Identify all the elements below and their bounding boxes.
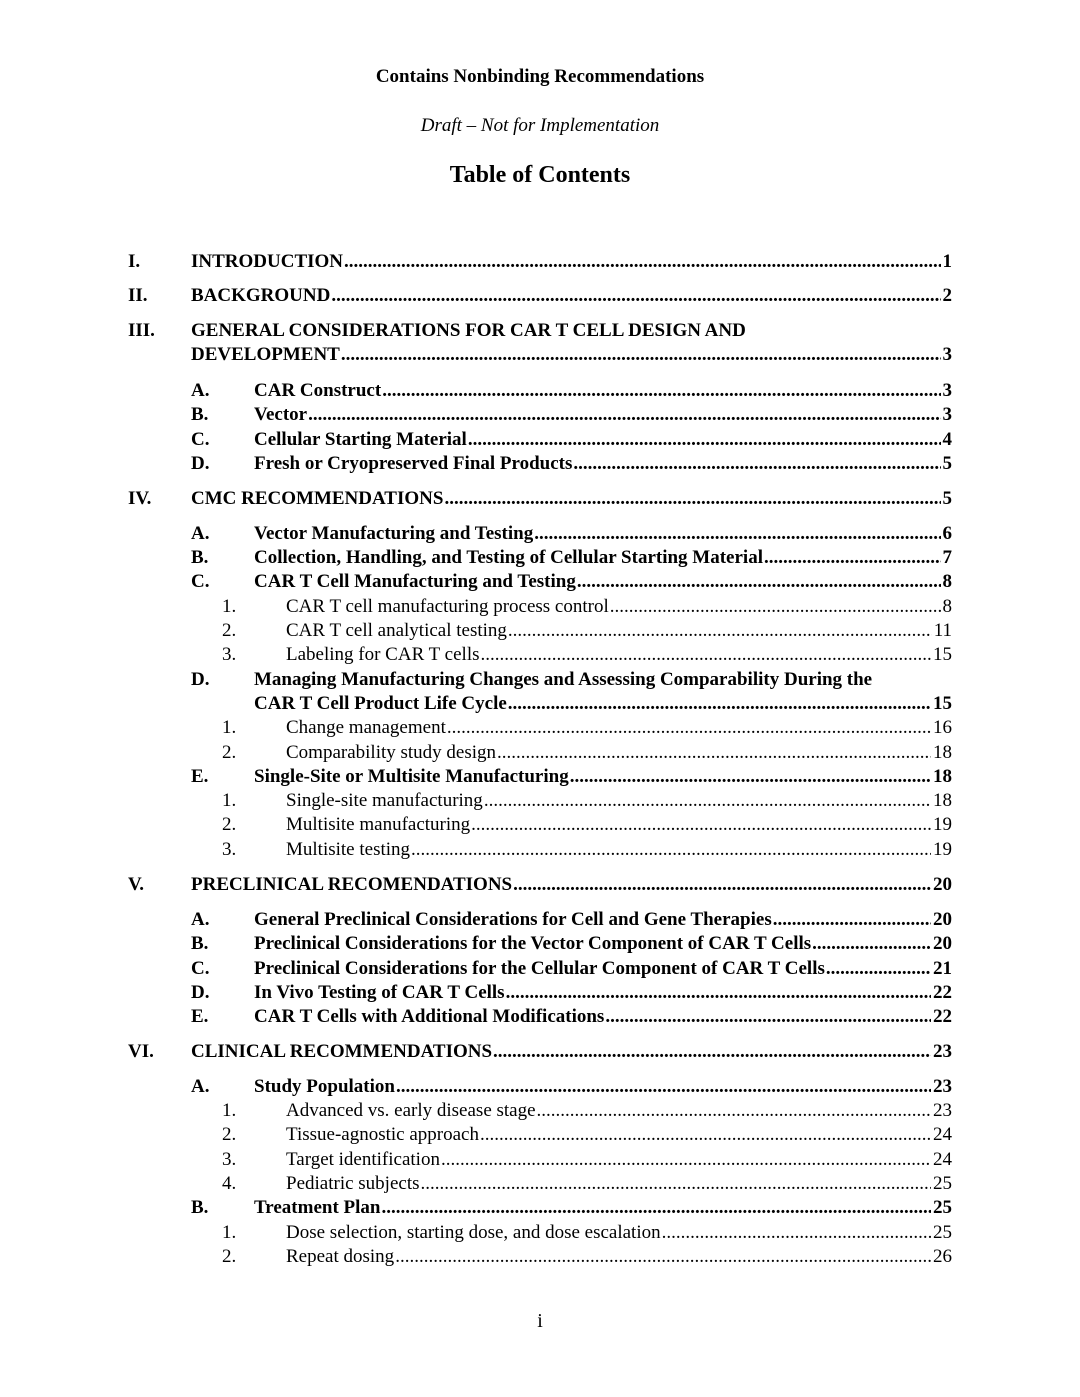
toc-entry-title: CLINICAL RECOMMENDATIONS (191, 1041, 493, 1062)
toc-entry[interactable] (191, 379, 952, 403)
toc-entry-number: A. (191, 909, 210, 930)
toc-entry-title: BACKGROUND (191, 285, 331, 306)
toc-dot-leader (480, 1123, 931, 1147)
toc-entry-title: Treatment Plan (254, 1197, 381, 1218)
page-title: Table of Contents (449, 162, 631, 188)
toc-entry-page: 8 (942, 571, 952, 592)
toc-entry-title: CAR T Cell Manufacturing and Testing (254, 571, 576, 592)
toc-entry-title: Multisite testing (286, 839, 411, 860)
toc-entry-page: 18 (933, 742, 952, 763)
toc-entry[interactable] (191, 981, 952, 1005)
toc-entry-number: 1. (222, 1222, 237, 1243)
toc-entry-page: 4 (942, 429, 952, 450)
toc-entry[interactable] (128, 319, 952, 343)
toc-entry-title: Fresh or Cryopreserved Final Products (254, 453, 573, 474)
toc-dot-leader (605, 1005, 931, 1029)
toc-entry-number: 3. (222, 644, 237, 665)
toc-entry-title: Managing Manufacturing Changes and Assessing Comparability During the (254, 669, 873, 690)
toc-dot-leader (497, 741, 931, 765)
toc-entry-number: A. (191, 523, 210, 544)
toc-entry-continuation[interactable] (128, 343, 952, 367)
toc-entry[interactable] (222, 1172, 952, 1196)
toc-dot-leader (382, 379, 940, 403)
toc-entry-title: CAR T Cells with Additional Modifications (254, 1006, 605, 1027)
toc-entry-page: 24 (933, 1124, 952, 1145)
toc-entry[interactable] (191, 546, 952, 570)
toc-dot-leader (344, 250, 940, 274)
toc-entry-page: 7 (942, 547, 952, 568)
toc-entry-number: B. (191, 404, 209, 425)
toc-entry[interactable] (128, 873, 952, 897)
toc-dot-leader (396, 1075, 931, 1099)
toc-entry[interactable] (191, 522, 952, 546)
toc-dot-leader (484, 789, 931, 813)
toc-entry[interactable] (191, 908, 952, 932)
toc-entry-title: CAR Construct (254, 380, 382, 401)
toc-entry-title: Tissue-agnostic approach (286, 1124, 479, 1145)
toc-entry-page: 8 (942, 596, 952, 617)
toc-entry-title: Pediatric subjects (286, 1173, 420, 1194)
toc-dot-leader (764, 546, 941, 570)
toc-entry-title: CAR T Cell Product Life Cycle (254, 693, 507, 714)
toc-entry-title: Advanced vs. early disease stage (286, 1100, 536, 1121)
toc-entry-page: 23 (933, 1076, 952, 1097)
toc-entry-page: 1 (942, 251, 952, 272)
toc-entry-number: 2. (222, 620, 237, 641)
toc-entry-page: 6 (942, 523, 952, 544)
toc-entry[interactable] (128, 284, 952, 308)
toc-dot-leader (421, 1172, 932, 1196)
toc-entry-page: 2 (942, 285, 952, 306)
toc-entry-title: Vector Manufacturing and Testing (254, 523, 534, 544)
toc-entry-title: Target identification (286, 1149, 440, 1170)
toc-entry-title: CAR T cell analytical testing (286, 620, 507, 641)
nonbinding-header: Contains Nonbinding Recommendations (375, 66, 705, 87)
toc-entry-title: Study Population (254, 1076, 395, 1097)
toc-entry-number: I. (128, 251, 141, 272)
toc-entry-title: INTRODUCTION (191, 251, 344, 272)
toc-dot-leader (508, 619, 932, 643)
toc-entry-page: 24 (933, 1149, 952, 1170)
toc-entry-number: 3. (222, 1149, 237, 1170)
toc-entry[interactable] (191, 1196, 952, 1220)
toc-entry-title: Preclinical Considerations for the Vector Component of CAR T Cells (254, 933, 812, 954)
toc-dot-leader (826, 957, 931, 981)
toc-dot-leader (812, 932, 931, 956)
toc-entry-number: 2. (222, 1124, 237, 1145)
toc-entry[interactable] (222, 789, 952, 813)
toc-dot-leader (444, 487, 940, 511)
toc-entry[interactable] (222, 1221, 952, 1245)
toc-entry-number: 1. (222, 596, 237, 617)
toc-entry-number: 2. (222, 814, 237, 835)
toc-dot-leader (447, 716, 931, 740)
toc-entry-title: Vector (254, 404, 308, 425)
toc-entry-title: CMC RECOMMENDATIONS (191, 488, 444, 509)
toc-entry-page: 23 (933, 1041, 952, 1062)
toc-dot-leader (534, 522, 940, 546)
toc-entry[interactable] (191, 403, 952, 427)
toc-dot-leader (577, 570, 941, 594)
toc-entry-page: 3 (942, 404, 952, 425)
toc-entry-title: Preclinical Considerations for the Cellular Component of CAR T Cells (254, 958, 825, 979)
toc-entry[interactable] (222, 1123, 952, 1147)
toc-entry-title: Single-site manufacturing (286, 790, 483, 811)
toc-dot-leader (341, 343, 941, 367)
toc-dot-leader (570, 765, 931, 789)
toc-entry[interactable] (191, 765, 952, 789)
toc-entry[interactable] (191, 1075, 952, 1099)
toc-entry-page: 26 (933, 1246, 952, 1267)
toc-entry-title: Repeat dosing (286, 1246, 395, 1267)
toc-entry-page: 20 (933, 933, 952, 954)
toc-entry-title: In Vivo Testing of CAR T Cells (254, 982, 505, 1003)
toc-entry-continuation[interactable] (191, 692, 952, 716)
toc-entry-page: 25 (933, 1197, 952, 1218)
toc-entry[interactable] (222, 643, 952, 667)
toc-entry[interactable] (191, 428, 952, 452)
toc-entry-title: GENERAL CONSIDERATIONS FOR CAR T CELL DESIGN AND (191, 320, 746, 341)
toc-entry-number: B. (191, 933, 209, 954)
toc-entry[interactable] (222, 741, 952, 765)
toc-entry[interactable] (128, 487, 952, 511)
toc-entry-page: 15 (933, 644, 952, 665)
toc-entry-number: III. (128, 320, 155, 341)
toc-entry-title: DEVELOPMENT (191, 344, 340, 365)
toc-entry-page: 19 (933, 839, 952, 860)
toc-entry-number: 2. (222, 1246, 237, 1267)
toc-entry-page: 20 (933, 874, 952, 895)
toc-dot-leader (773, 908, 931, 932)
toc-entry-title: Labeling for CAR T cells (286, 644, 480, 665)
toc-entry-page: 18 (933, 766, 952, 787)
toc-entry-page: 18 (933, 790, 952, 811)
toc-entry-title: Change management (286, 717, 446, 738)
toc-entry-page: 15 (933, 693, 952, 714)
toc-entry-page: 22 (933, 982, 952, 1003)
toc-entry[interactable] (128, 250, 952, 274)
toc-entry-page: 5 (942, 453, 952, 474)
toc-dot-leader (662, 1221, 931, 1245)
toc-entry-number: IV. (128, 488, 152, 509)
toc-dot-leader (506, 981, 931, 1005)
toc-entry-number: D. (191, 453, 210, 474)
toc-entry-title: CAR T cell manufacturing process control (286, 596, 609, 617)
toc-entry-page: 21 (933, 958, 952, 979)
toc-entry-number: V. (128, 874, 145, 895)
toc-entry[interactable] (222, 716, 952, 740)
toc-entry-number: 3. (222, 839, 237, 860)
toc-entry[interactable] (191, 452, 952, 476)
toc-entry[interactable] (222, 595, 952, 619)
toc-entry-page: 3 (942, 344, 952, 365)
toc-entry-page: 3 (942, 380, 952, 401)
toc-entry-title: Collection, Handling, and Testing of Cellular Starting Material (254, 547, 763, 568)
toc-entry-number: B. (191, 547, 209, 568)
toc-entry-title: Multisite manufacturing (286, 814, 471, 835)
toc-entry-number: D. (191, 669, 210, 690)
toc-dot-leader (441, 1148, 931, 1172)
toc-dot-leader (537, 1099, 931, 1123)
toc-dot-leader (513, 873, 931, 897)
toc-dot-leader (481, 643, 932, 667)
toc-entry-number: D. (191, 982, 210, 1003)
toc-entry[interactable] (191, 1005, 952, 1029)
toc-entry-page: 20 (933, 909, 952, 930)
toc-entry-title: PRECLINICAL RECOMENDATIONS (191, 874, 513, 895)
toc-entry-number: 4. (222, 1173, 237, 1194)
toc-entry-page: 23 (933, 1100, 952, 1121)
toc-entry[interactable] (191, 570, 952, 594)
toc-entry[interactable] (222, 838, 952, 862)
toc-entry[interactable] (222, 619, 952, 643)
toc-entry-number: C. (191, 571, 210, 592)
toc-dot-leader (573, 452, 940, 476)
toc-entry[interactable] (191, 957, 952, 981)
toc-dot-leader (308, 403, 940, 427)
toc-entry-number: C. (191, 429, 210, 450)
toc-entry-title: General Preclinical Considerations for Cell and Gene Therapies (254, 909, 772, 930)
toc-entry-number: II. (128, 285, 148, 306)
toc-dot-leader (493, 1040, 931, 1064)
toc-entry-number: 1. (222, 790, 237, 811)
toc-entry[interactable] (222, 813, 952, 837)
toc-dot-leader (395, 1245, 931, 1269)
toc-entry-number: A. (191, 380, 210, 401)
toc-dot-leader (610, 595, 941, 619)
page-number: i (537, 1310, 543, 1332)
toc-dot-leader (468, 428, 941, 452)
toc-entry[interactable] (191, 668, 952, 692)
toc-entry-page: 22 (933, 1006, 952, 1027)
draft-notice: Draft – Not for Implementation (420, 115, 660, 136)
toc-entry-page: 5 (942, 488, 952, 509)
toc-entry-number: C. (191, 958, 210, 979)
toc-entry-page: 16 (933, 717, 952, 738)
toc-entry[interactable] (191, 932, 952, 956)
toc-entry-number: A. (191, 1076, 210, 1097)
toc-entry[interactable] (222, 1245, 952, 1269)
toc-dot-leader (381, 1196, 931, 1220)
toc-entry-number: B. (191, 1197, 209, 1218)
toc-entry-page: 11 (933, 620, 952, 641)
toc-dot-leader (508, 692, 931, 716)
toc-entry-title: Single-Site or Multisite Manufacturing (254, 766, 569, 787)
toc-entry-number: 1. (222, 1100, 237, 1121)
toc-entry-title: Comparability study design (286, 742, 497, 763)
toc-entry-page: 25 (933, 1222, 952, 1243)
toc-entry-title: Cellular Starting Material (254, 429, 467, 450)
toc-dot-leader (331, 284, 940, 308)
toc-entry-number: E. (191, 766, 209, 787)
toc-entry[interactable] (222, 1099, 952, 1123)
toc-entry-page: 19 (933, 814, 952, 835)
toc-entry-number: 1. (222, 717, 237, 738)
toc-dot-leader (411, 838, 931, 862)
toc-entry-number: VI. (128, 1041, 154, 1062)
toc-entry-number: 2. (222, 742, 237, 763)
toc-entry-title: Dose selection, starting dose, and dose escalation (286, 1222, 661, 1243)
toc-dot-leader (471, 813, 931, 837)
toc-entry[interactable] (222, 1148, 952, 1172)
toc-entry-page: 25 (933, 1173, 952, 1194)
toc-entry[interactable] (128, 1040, 952, 1064)
toc-entry-number: E. (191, 1006, 209, 1027)
